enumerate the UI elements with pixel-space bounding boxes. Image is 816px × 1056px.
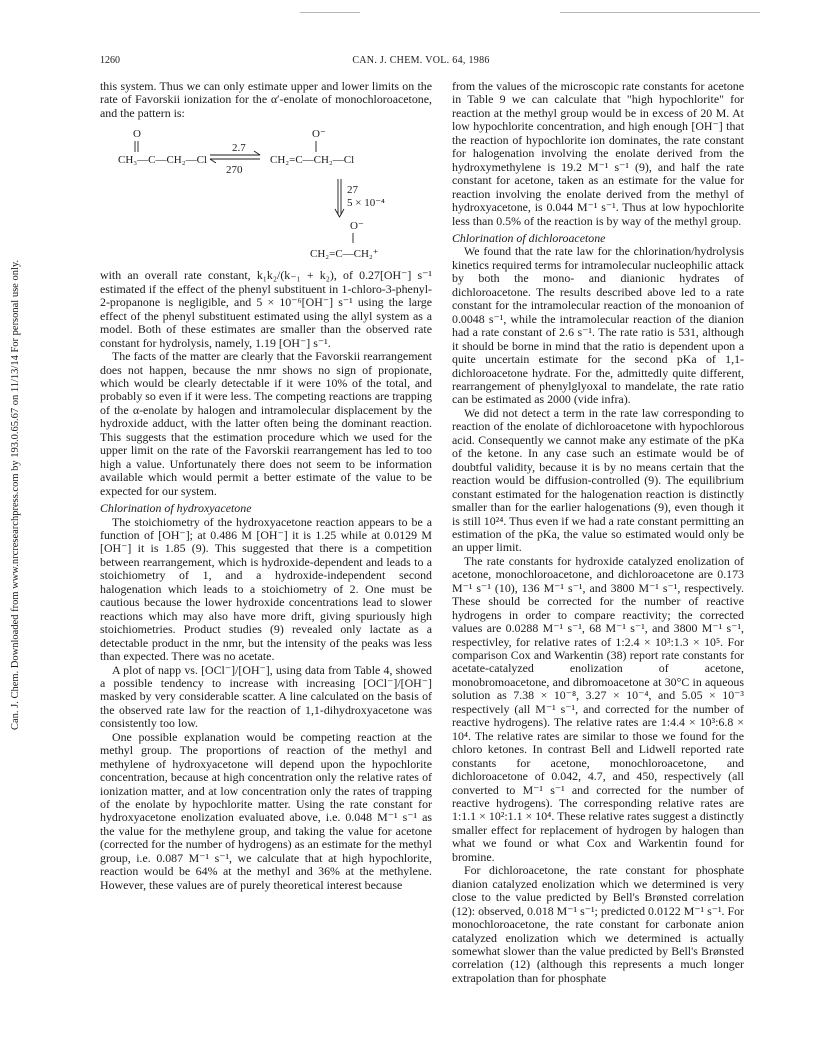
section-heading: Chlorination of dichloroacetone xyxy=(452,230,606,245)
reaction-scheme-graphic xyxy=(100,123,432,263)
down-rate-2: 5 × 10⁻⁴ xyxy=(347,197,385,210)
right-molecule: CH₂=C—CH₂—Cl xyxy=(270,154,355,167)
left-oxygen: O xyxy=(133,128,141,141)
running-header xyxy=(100,55,742,69)
bottom-oxygen: O⁻ xyxy=(350,220,364,233)
paragraph: The rate constants for hydroxide catalyzed enolization of acetone, monochloroacetone, and dichloroacetone are 0.173 M⁻¹ s⁻¹ (10), 136 M⁻¹ s⁻¹, and 3800 M⁻¹ s⁻¹, respectively. These should be corrected for the number of reactive hydrogens in order to compare reactivity; the corrected values are 0.0288 M⁻¹ s⁻¹, 68 M⁻¹ s⁻¹, and 3800 M⁻¹ s⁻¹, respectivley, for relative rates of 1:2.4 × 10³:1.3 × 10⁵. For comparison Cox and Warkentin (38) report rate constants for acetate-catalyzed enolization of acetone, monobromoacetone, and dibromoacetone at 30°C in aqueous solution as 7.38 × 10⁻⁸, 3.27 × 10⁻⁴, and 5.05 × 10⁻³ respectively (all M⁻¹ s⁻¹, and corrected for the number of reactive hydrogens). The relative rates are 1:4.4 × 10³:6.8 × 10⁴. The relative rates are similar to those we found for the chloro ketones. In contrast Bell and Lidwell reported rate constants for acetone, monochloroacetone, and dichloroacetone of 0.042, 4.7, and 450, respectively (all converted to M⁻¹ s⁻¹ and corrected for the number of reactive hydrogens). The corresponding relative rates are 1:1.1 × 10²:1.1 × 10⁴. These relative rates suggest a distinctly smaller effect for replacement of hydrogen by halogen than what we found or what Cox and Warkentin found for bromine. xyxy=(452,553,744,864)
paragraph: For dichloroacetone, the rate constant for phosphate dianion catalyzed enolization which we determined is very close to the value predicted by Bell's Brønsted correlation (12): observed, 0.018 M⁻¹ s⁻¹; predicted 0.0122 M⁻¹ s⁻¹. For monochloroacetone, the rate constant for carbonate anion catalyzed enolization which we determined is actually somewhat slower than the value predicted by Bell's Brønsted correlation (12) (although this represents a much longer extrapolation than for phosphate xyxy=(452,863,745,985)
left-molecule: CH₃—C—CH₂—Cl xyxy=(118,154,207,167)
right-oxygen: O⁻ xyxy=(312,128,326,141)
bottom-molecule: CH₂=C—CH₂⁺ xyxy=(310,248,379,261)
paragraph: We found that the rate law for the chlorination/hydrolysis kinetics required terms for intramolecular nucleophilic attack by both the mono- and dianionic hydrates of dichloroacetone. The results described above led to a rate constant for the intramolecular reaction of the monoanion of 0.0048 s⁻¹, while the intramolecular reaction of the dianion had a rate constant of 2.6 s⁻¹. The rate ratio is 531, although it should be borne in mind that the ratio is dependent upon a quite uncertain estimate for the second pKa of 1,1-dichloroacetone hydrate. For the, admittedly quite different, rearrangement of phenylglyoxal to mandelate, the rate ratio can be estimated as 2000 (vide infra). xyxy=(452,244,744,407)
scan-speck xyxy=(560,12,760,13)
forward-rate: 2.7 xyxy=(232,142,246,155)
side-note-text: Can. J. Chem. Downloaded from www.nrcresearchpress.com by 193.0.65.67 on 11/13/14 For personal use only. xyxy=(10,259,21,730)
left-column xyxy=(100,80,432,892)
paragraph: We did not detect a term in the rate law corresponding to reaction of the enolate of dichloroacetone with hypochlorous acid. Consequently we cannot make any estimate of the pKa of the ketone. In any case such an estimate would be of doubtful validity, because it is by no means certain that the reaction would be diffusion-controlled (9). The equilibrium constant estimated for the halogenation reaction is distinctly smaller than for the earlier halogenations (9), even though it is still 10²⁴. Thus even if we had a rate constant permitting an estimation of the pKa, the value so estimated would only be an upper limit. xyxy=(452,405,744,555)
paragraph: this system. Thus we can only estimate upper and lower limits on the rate of Favorskii ionization for the α′-enolate of monochloroacetone, and the pattern is: xyxy=(100,79,432,120)
paragraph: from the values of the microscopic rate constants for acetone in Table 9 we can calculate that "high hypochlorite" for reaction at the methyl group would be in excess of 20 M. At low hypochlorite concentration, and high enough [OH⁻] that the reaction of hypochlorite ion dominates, the rate constant for halogenation involving the enolate derived from the hydroxymethylene is 19.2 M⁻¹ s⁻¹ (9), and half the rate constant for acetone, taken as an estimate for the value for reaction involving the enolate derived from the methyl of hydroxyacetone, is 0.044 M⁻¹ s⁻¹. Thus at low hypochlorite less than 0.5% of the reaction is by way of the methyl group. xyxy=(452,79,744,228)
paragraph: One possible explanation would be competing reaction at the methyl group. The proportions of reaction of the methyl and methylene of hydroxyacetone will depend upon the hypochlorite concentration, because at high concentration only the relative rates of ionization matter, and at low concentration only the rates of trapping of the enolate by hypochlorite matter. Using the rate constant for hydroxyacetone enolization evaluated above, i.e. 0.048 M⁻¹ s⁻¹ as the value for the methylene group, and taking the value for acetone (corrected for the number of hydrogens) as an estimate for the methyl group, i.e. 0.087 M⁻¹ s⁻¹, we calculate that at high hypochlorite, reaction would be 64% at the methyl and 36% at the methylene. However, these values are of purely theoretical interest because xyxy=(100,729,432,892)
journal-title: CAN. J. CHEM. VOL. 64, 1986 xyxy=(352,55,490,66)
right-column xyxy=(452,80,744,985)
page-number: 1260 xyxy=(100,55,120,66)
paragraph: The stoichiometry of the hydroxyacetone reaction appears to be a function of [OH⁻]; at 0.486 M [OH⁻] it is 1.25 while at 0.0129 M [OH⁻] it is 1.85 (9). This suggested that there is a competition between rearrangement, which is hydroxide-dependent and leads to a stoichiometry of 1, and a hydroxide-independent second halogenation which leads to a stoichiometry of 2. One must be cautious because the lower hydroxide concentrations lead to slower reactions which may also have more drift, giving spuriously high stoichiometries. Product studies (9) revealed only lactate as a detectable product in the nmr, but the intensity of the peaks was less than expected. There was no acetate. xyxy=(100,514,432,664)
paragraph: with an overall rate constant, k₁k₂/(k₋₁ + k₂), of 0.27[OH⁻] s⁻¹ estimated if the effect of the phenyl substituent in 1-chloro-3-phenyl-2-propanone is negligible, and 5 × 10⁻⁶[OH⁻] s⁻¹ using the large effect of the phenyl substituent estimated using the allyl system as a model. Both of these estimates are smaller than the observed rate constant for hydrolysis, namely, 1.19 [OH⁻] s⁻¹. xyxy=(100,268,432,350)
paragraph: The facts of the matter are clearly that the Favorskii rearrangement does not happen, because the nmr shows no sign of propionate, which would be clearly detectable if it were 10% of the total, and probably so even if it were less. The competing reactions are trapping of the α-enolate by halogen and intramolecular displacement by the hydroxide adduct, with the latter often being the dominant reaction. This suggests that the estimation procedure which we used for the upper limit on the rate of the Favorskii rearrangement has led to too high a value. Unfortunately there does not seem to be information available which would permit a better estimate of the value to be expected for our system. xyxy=(100,349,432,498)
download-side-note xyxy=(2,170,34,730)
reverse-rate: 270 xyxy=(226,164,243,177)
paragraph: A plot of napp vs. [OCl⁻]/[OH⁻], using data from Table 4, showed a possible tendency to increase with increasing [OCl⁻]/[OH⁻] masked by very considerable scatter. A line calculated on the basis of the observed rate law for the reaction of 1,1-dihydroxyacetone was consistently too low. xyxy=(100,662,432,731)
reaction-scheme xyxy=(100,123,432,263)
down-rate-1: 27 xyxy=(347,184,358,197)
section-heading: Chlorination of hydroxyacetone xyxy=(100,501,252,516)
scan-speck xyxy=(300,12,360,13)
